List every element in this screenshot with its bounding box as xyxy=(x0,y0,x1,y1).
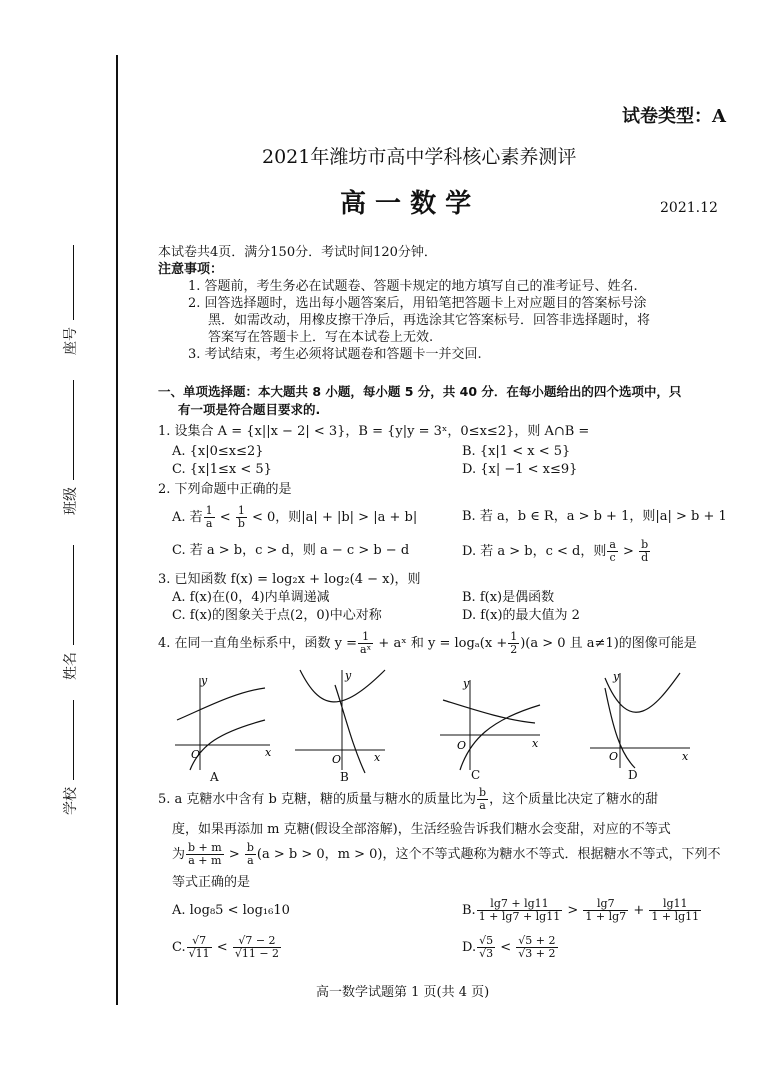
intro-text: 本试卷共4页．满分150分．考试时间120分钟． xyxy=(158,245,437,260)
graph-c xyxy=(435,675,545,775)
q1-option-d: D. {x| −1 < x≤9} xyxy=(462,462,578,477)
section-heading-cont: 有一项是符合题目要求的. xyxy=(178,402,321,417)
q2-option-b: B. 若 a，b ∈ R，a > b + 1，则|a| > b + 1 xyxy=(462,509,727,524)
class-blank xyxy=(73,380,74,480)
section-heading: 一、单项选择题：本大题共 8 小题，每小题 5 分，共 40 分．在每小题给出的四个选项中，只 xyxy=(158,384,682,399)
graph-d-x-label: x xyxy=(682,750,689,763)
name-label: 姓名 xyxy=(63,652,79,680)
graph-c-label: C xyxy=(471,768,481,782)
q4-stem: 4. 在同一直角坐标系中，函数 y = $\frac{1}{\text{aˣ}}$ + aˣ 和 y = logₐ(x + $\frac{1}{2}$ )(a > 0 且 a≠1)的图像可能是 xyxy=(158,630,697,656)
q2-stem: 2. 下列命题中正确的是 xyxy=(158,482,292,497)
graph-a-origin: O xyxy=(191,748,201,761)
graph-c-y-label: y xyxy=(463,677,470,690)
seat-label: 座号 xyxy=(63,327,79,355)
note-item: 答案写在答题卡上．写在本试卷上无效. xyxy=(208,330,434,345)
graph-b-y-label: y xyxy=(345,669,352,682)
q3-option-d: D. f(x)的最大值为 2 xyxy=(462,608,580,623)
graph-b-label: B xyxy=(340,770,349,784)
graph-c-x-label: x xyxy=(532,737,539,750)
binding-line xyxy=(116,55,118,1005)
graph-b-origin: O xyxy=(332,753,342,766)
exam-title: 2021年潍坊市高中学科核心素养测评 xyxy=(262,146,577,168)
q3-option-a: A. f(x)在(0，4)内单调递减 xyxy=(172,590,330,605)
note-item: 黑．如需改动，用橡皮擦干净后，再选涂其它答案标号．回答非选择题时，将 xyxy=(208,313,651,328)
q5-option-c: C. $\frac{√7}{√11}$ < $\frac{√7 - 2}{√11 - 2}$ xyxy=(172,934,280,960)
q3-option-c: C. f(x)的图象关于点(2，0)中心对称 xyxy=(172,608,382,623)
graph-c-origin: O xyxy=(457,739,467,752)
graph-b xyxy=(290,665,400,775)
q5-option-a: A. log₈5 < log₁₆10 xyxy=(172,903,290,918)
school-blank xyxy=(73,700,74,780)
graph-a-x-label: x xyxy=(265,746,272,759)
name-blank xyxy=(73,545,74,645)
page-footer: 高一数学试题第 1 页(共 4 页) xyxy=(316,985,490,1000)
q1-option-b: B. {x|1 < x < 5} xyxy=(462,444,571,459)
exam-date: 2021.12 xyxy=(660,200,718,216)
notes-heading: 注意事项： xyxy=(158,262,224,277)
note-item: 2. 回答选择题时，选出每小题答案后，用铅笔把答题卡上对应题目的答案标号涂 xyxy=(188,296,647,311)
q5-line1: 5. a 克糖水中含有 b 克糖，糖的质量与糖水的质量比为 $\frac{b}{a}$ ，这个质量比决定了糖水的甜 xyxy=(158,786,659,812)
graph-b-x-label: x xyxy=(374,751,381,764)
q1-option-c: C. {x|1≤x < 5} xyxy=(172,462,272,477)
graph-d-y-label: y xyxy=(613,670,620,683)
q2-option-d: D. 若 a > b，c < d，则 $\frac{a}{c}$ > $\frac{b}{d}$ xyxy=(462,538,649,564)
graph-a-y-label: y xyxy=(201,674,208,687)
q5-option-d: D. $\frac{√5}{√3}$ < $\frac{√5 + 2}{√3 + 2}$ xyxy=(462,934,556,960)
q2-option-a: A. 若 $\frac{1}{a}$ < $\frac{1}{b}$ < 0，则|a| + |b| > |a + b| xyxy=(172,504,418,530)
note-item: 1. 答题前，考生务必在试题卷、答题卡规定的地方填写自己的准考证号、姓名. xyxy=(188,279,638,294)
q5-line4: 等式正确的是 xyxy=(172,875,251,890)
subject-title: 高 一 数 学 xyxy=(340,189,472,219)
q5-option-b: B. $\frac{\lg 7 + \lg 11}{1 + \lg 7 + \lg 11}$ > $\frac{\lg 7}{1 + \lg 7}$ + $\frac{\lg 11}{1 + \lg 11}$ xyxy=(462,897,700,923)
class-label: 班级 xyxy=(63,487,79,515)
q3-option-b: B. f(x)是偶函数 xyxy=(462,590,555,605)
graph-d xyxy=(585,668,695,773)
note-item: 3. 考试结束，考生必须将试题卷和答题卡一并交回. xyxy=(188,347,482,362)
graph-d-label: D xyxy=(628,768,638,782)
graph-a-label: A xyxy=(210,770,219,784)
q3-stem: 3. 已知函数 f(x) = log₂x + log₂(4 − x)，则 xyxy=(158,572,421,587)
paper-type: 试卷类型：A xyxy=(622,106,726,127)
q5-line2: 度，如果再添加 m 克糖(假设全部溶解)，生活经验告诉我们糖水会变甜，对应的不等式 xyxy=(172,822,671,837)
q1-stem: 1. 设集合 A = {x||x − 2| < 3}，B = {y|y = 3ˣ，0≤x≤2}，则 A∩B = xyxy=(158,424,590,439)
graph-a xyxy=(165,670,275,780)
seat-blank xyxy=(73,245,74,320)
school-label: 学校 xyxy=(63,787,79,815)
q5-line3: 为 $\frac{b + m}{a + m}$ > $\frac{b}{a}$ (a > b > 0，m > 0)，这个不等式趣称为糖水不等式．根据糖水不等式，下列不 xyxy=(172,841,721,867)
q1-option-a: A. {x|0≤x≤2} xyxy=(172,444,264,459)
q2-option-c: C. 若 a > b，c > d，则 a − c > b − d xyxy=(172,543,410,558)
graph-d-origin: O xyxy=(609,750,619,763)
